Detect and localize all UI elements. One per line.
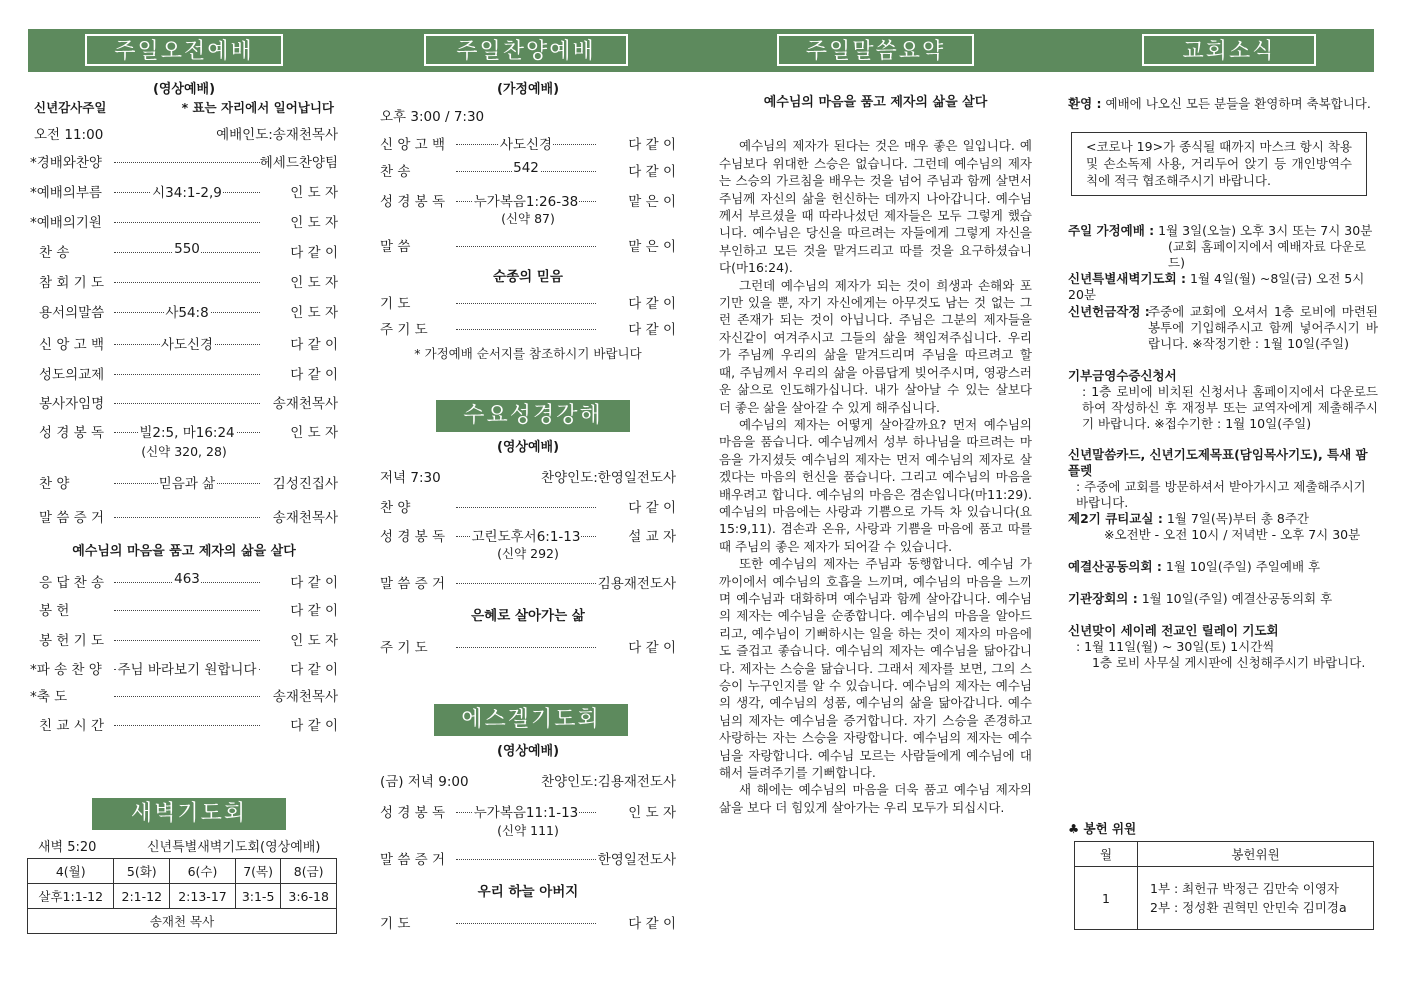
order-label: *예배의기원 xyxy=(30,215,102,231)
family-worship-note: * 가정예배 순서지를 참조하시기 바랍니다 xyxy=(414,346,642,361)
scripture-sub: (신약 292) xyxy=(497,546,559,561)
leader-dots xyxy=(456,583,596,584)
order-detail: 시34:1-2,9 xyxy=(152,185,222,201)
relay-text: : 1월 11일(월) ~ 30일(토) 1시간씩 xyxy=(1076,639,1275,654)
dawn-day: 5(화) xyxy=(114,859,170,884)
elders-key: 기관장회의 : xyxy=(1068,591,1138,606)
order-label: 찬 양 xyxy=(39,476,70,492)
sermon-title: 예수님의 마음을 품고 제자의 삶을 살다 xyxy=(72,544,296,559)
dawn-reading: 3:1-5 xyxy=(235,884,280,909)
order-item xyxy=(380,160,676,180)
order-role: 인 도 자 xyxy=(290,215,338,231)
dawn-day: 6(수) xyxy=(170,859,236,884)
dawn-reading: 2:1-12 xyxy=(114,884,170,909)
order-label: 성도의교제 xyxy=(39,367,105,383)
wednesday-title: 수요성경강해 xyxy=(436,400,630,432)
news-elders xyxy=(1068,591,1378,607)
order-detail: 누가복음11:1-13 xyxy=(473,805,579,821)
service-leader: 예배인도:송재천목사 xyxy=(216,127,338,143)
qt-text-2: ※오전반 - 오전 10시 / 저녁반 - 오후 7시 30분 xyxy=(1104,527,1361,542)
order-item xyxy=(380,133,676,153)
sermon-paragraph: 예수님의 제자는 어떻게 살아갈까요? 먼저 예수님의 마음을 품습니다. 예수님께서 성부 하나님을 따르려는 마음을 가지셨듯 예수님의 제자는 먼저 예수님의 제자로 살겠다는 마음의 헌신을 품습니다. 그리고 예수님의 마음을 배우려고 합니다. 예수님의 마음은 겸손입니다(마11:29). 예수님의 마음에는 사랑과 기쁨으로 가득 차 있습니다(요15:9,11). 겸손과 온유, 사랑과 기쁨을 마음에 품고 따를 때 주님의 좋은 제자가 되어갈 수 있습니다. xyxy=(719,416,1032,554)
leader-dots xyxy=(456,859,596,860)
order-role: 한영일전도사 xyxy=(597,852,676,868)
service-time: 오전 11:00 xyxy=(34,127,104,143)
leader-dots xyxy=(456,647,596,648)
leader-dots xyxy=(114,162,260,163)
order-label: 찬 송 xyxy=(39,245,70,261)
order-detail: 542 xyxy=(513,160,539,176)
sermon-summary xyxy=(719,94,1032,816)
leader-dots xyxy=(114,725,260,726)
order-role: 다 같 이 xyxy=(628,500,676,516)
order-label: 성 경 봉 독 xyxy=(39,425,105,441)
receipt-text: : 1층 로비에 비치된 신청서나 홈페이지에서 다운로드하여 작성하신 후 재정부 또는 교역자에게 제출해주시기 바랍니다. ※접수기한 : 1월 10일(주일) xyxy=(1082,384,1378,431)
order-label: 주 기 도 xyxy=(380,322,428,338)
order-role: 인 도 자 xyxy=(628,805,676,821)
fri-video-label: (영상예배) xyxy=(496,744,560,759)
dawn-time: 새벽 5:20 xyxy=(38,840,97,855)
order-label: 기 도 xyxy=(380,916,411,932)
order-item xyxy=(30,241,338,261)
leader-dots xyxy=(114,222,260,223)
order-role: 다 같 이 xyxy=(628,296,676,312)
leader-dots xyxy=(114,517,260,518)
order-role: 송재천목사 xyxy=(272,510,338,526)
wed-video-label: (영상예배) xyxy=(496,440,560,455)
family-text-2: (교회 홈페이지에서 예배자료 다운로드) xyxy=(1168,239,1366,270)
scripture-sub: (신약 111) xyxy=(497,823,559,838)
sermon-paragraph: 또한 예수님의 제자는 주님과 동행합니다. 예수님 가까이에서 예수님의 호흡을 느끼며, 예수님의 마음을 느끼며 예수님과 대화하며 예수님과 함께 살아갑니다. 예수님의 제자는 예수님을 순종합니다. 예수님의 마음을 알아드리고, 예수님이 기뻐하시는 일을 하는 것이 제자의 마음에도 즐겁고 좋습니다. 예수님의 제자는 예수님을 닮아갑니다. 제자는 스승을 닮습니다. 그래서 제자를 보면, 그의 스승이 누구인지를 알 수 있습니다. 예수님의 제자는 예수님의 생각, 예수님의 성품, 예수님의 삶을 닮아갑니다. 예수님의 제자는 예수님을 증거합니다. 자기 스승을 존경하고 사랑하는 자는 스승을 자랑합니다. 예수님의 제자는 예수님을 자랑합니다. 예수님 모르는 사람들에게 예수님에 대해서 들려주기를 기뻐합니다. xyxy=(719,556,1032,781)
dawn-day: 8(금) xyxy=(281,859,337,884)
card-key: 신년말씀카드, 신년기도제목표(담임목사기도), 특새 팜플렛 xyxy=(1068,447,1368,478)
order-role: 김용재전도사 xyxy=(597,576,676,592)
leader-dots xyxy=(456,507,596,508)
order-detail: 사도신경 xyxy=(160,337,214,353)
order-item xyxy=(380,636,676,656)
order-detail: 주님 바라보기 원합니다 xyxy=(117,662,257,678)
dawn-prayer-title: 새벽기도회 xyxy=(92,798,286,830)
order-item xyxy=(30,599,338,619)
dawn-label: 신년특별새벽기도회(영상예배) xyxy=(147,840,321,855)
leader-dots xyxy=(456,246,596,247)
offering-text: 주중에 교회에 오셔서 1층 로비에 마련된 봉투에 기입해주시고 함께 넣어주시기 바랍니다. ※작정기한 : 1월 10일(주일) xyxy=(1148,304,1378,351)
order-item xyxy=(380,848,676,868)
order-role: 인 도 자 xyxy=(290,305,338,321)
order-label: 주 기 도 xyxy=(380,640,428,656)
order-item xyxy=(30,392,338,412)
sermon-summary-title: 주일말씀요약 xyxy=(777,34,974,66)
order-role: 맡 은 이 xyxy=(628,239,676,255)
leader-dots xyxy=(456,303,596,304)
sermon-title: 예수님의 마음을 품고 제자의 삶을 살다 xyxy=(763,95,988,110)
order-label: *경배와찬양 xyxy=(30,155,102,171)
news-receipt xyxy=(1068,368,1378,432)
order-role: 다 같 이 xyxy=(290,367,338,383)
wed-time: 저녁 7:30 xyxy=(380,470,441,486)
order-role: 인 도 자 xyxy=(290,425,338,441)
order-item xyxy=(30,301,338,321)
offering-committee-table xyxy=(1074,841,1374,930)
dawn-reading: 살후1:1-12 xyxy=(28,884,114,909)
subtitle: 은혜로 살아가는 삶 xyxy=(471,608,585,624)
order-item xyxy=(30,271,338,291)
sunday-praise-title: 주일찬양예배 xyxy=(424,34,628,66)
order-detail: 빌2:5, 마16:24 xyxy=(139,425,235,441)
order-role: 다 같 이 xyxy=(628,164,676,180)
order-label: 성 경 봉 독 xyxy=(380,529,446,545)
dawn-reading: 2:13-17 xyxy=(170,884,236,909)
dawn-preacher: 송재천 목사 xyxy=(28,909,337,934)
leader-dots xyxy=(114,374,260,375)
order-item xyxy=(30,211,338,231)
family-worship-label: (가정예배) xyxy=(496,82,560,97)
welcome-text: 예배에 나오신 모든 분들을 환영하며 축복합니다. xyxy=(1105,96,1371,111)
order-role: 설 교 자 xyxy=(628,529,676,545)
month-header: 월 xyxy=(1075,842,1138,867)
stand-note: * 표는 자리에서 일어납니다 xyxy=(181,100,334,115)
praise-time: 오후 3:00 / 7:30 xyxy=(380,109,485,125)
order-item xyxy=(30,181,338,201)
wed-leader: 찬양인도:한영일전도사 xyxy=(541,470,676,486)
order-label: 용서의말씀 xyxy=(39,305,105,321)
elders-text: 1월 10일(주일) 예결산공동의회 후 xyxy=(1141,591,1333,606)
order-role: 다 같 이 xyxy=(290,603,338,619)
leader-dots xyxy=(114,282,260,283)
order-item xyxy=(30,421,338,441)
order-role: 인 도 자 xyxy=(290,275,338,291)
order-label: 기 도 xyxy=(380,296,411,312)
order-role: 다 같 이 xyxy=(628,137,676,153)
order-label: *축 도 xyxy=(30,689,68,705)
order-item xyxy=(380,496,676,516)
news-qt xyxy=(1068,511,1378,543)
sunday-morning-order xyxy=(30,78,338,738)
leader-dots xyxy=(456,923,596,924)
order-item xyxy=(380,235,676,255)
dawn-reading: 3:6-18 xyxy=(281,884,337,909)
order-item xyxy=(380,190,676,210)
order-label: 말 씀 증 거 xyxy=(39,510,105,526)
order-item xyxy=(380,801,676,821)
order-item xyxy=(30,685,338,705)
relay-text-2: 1층 로비 사무실 게시판에 신청해주시기 바랍니다. xyxy=(1092,655,1366,670)
leader-dots xyxy=(114,403,260,404)
sunday-name: 신년감사주일 xyxy=(34,100,107,115)
order-item xyxy=(30,571,338,591)
order-label: 신 앙 고 백 xyxy=(39,337,105,353)
scripture-sub: (신약 320, 28) xyxy=(141,444,227,459)
order-role: 인 도 자 xyxy=(290,185,338,201)
notice-box: <코로나 19>가 종식될 때까지 마스크 항시 착용 및 손소독제 사용, 거리두어 앉기 등 개인방역수칙에 적극 협조해주시기 바랍니다. xyxy=(1071,132,1367,196)
order-item xyxy=(380,912,676,932)
order-label: 말 씀 증 거 xyxy=(380,576,446,592)
friday-order xyxy=(380,740,676,940)
order-item xyxy=(30,506,338,526)
order-role: 다 같 이 xyxy=(290,337,338,353)
order-item xyxy=(30,714,338,734)
scripture-sub: (신약 87) xyxy=(501,211,555,226)
order-item xyxy=(30,472,338,492)
order-role: 송재천목사 xyxy=(272,396,338,412)
offer-line-1: 1부 : 최헌규 박정근 김만숙 이영자 xyxy=(1150,881,1340,896)
dawn-text: 1월 4일(월) ~8일(금) 오전 5시 20분 xyxy=(1068,271,1365,302)
news-dawn-prayer xyxy=(1068,271,1378,303)
family-text: 1월 3일(오늘) 오후 3시 또는 7시 30분 xyxy=(1158,223,1373,238)
news-card xyxy=(1068,447,1378,511)
order-label: 신 앙 고 백 xyxy=(380,137,446,153)
dawn-schedule-table xyxy=(27,858,337,934)
order-label: 말 씀 xyxy=(380,239,411,255)
welcome-key: 환영 : xyxy=(1068,96,1102,111)
council-text: 1월 10일(주일) 주일예배 후 xyxy=(1165,559,1321,574)
order-item xyxy=(30,333,338,353)
order-role: 김성진집사 xyxy=(272,476,338,492)
offering-key: 신년헌금작정 : xyxy=(1068,304,1150,319)
order-role: 인 도 자 xyxy=(290,633,338,649)
leader-dots xyxy=(114,640,260,641)
video-label: (영상예배) xyxy=(152,82,216,97)
council-key: 예결산공동의회 : xyxy=(1068,559,1162,574)
relay-key: 신년맞이 세이레 전교인 릴레이 기도회 xyxy=(1068,623,1279,638)
order-item xyxy=(380,525,676,545)
order-label: 봉 헌 xyxy=(39,603,70,619)
news-council xyxy=(1068,559,1378,575)
order-detail: 누가복음1:26-38 xyxy=(473,194,579,210)
ezekiel-title: 에스겔기도회 xyxy=(434,704,628,736)
leader-dots xyxy=(114,696,260,697)
sermon-paragraph: 예수님의 제자가 된다는 것은 매우 좋은 일입니다. 예수님보다 위대한 스승은 없습니다. 그런데 예수님의 제자는 스승의 가르침을 배우는 것을 넘어 주님과 함께 살면서 주님께 자신의 삶을 헌신하는 데까지 나아갑니다. 예수님께서 부르셨을 때 따라나섰던 제자들은 모두 그렇게 했습니다. 예수님은 당신을 따르려는 자들에게 그렇게 자신을 부인하고 모든 것을 맡겨드리고 따를 것을 요구하셨습니다(마16:24). xyxy=(719,138,1032,276)
order-label: 봉사자임명 xyxy=(39,396,105,412)
card-text: : 주중에 교회를 방문하셔서 받아가시고 제출해주시기 바랍니다. xyxy=(1076,479,1366,510)
church-news-title: 교회소식 xyxy=(1142,34,1316,66)
order-detail: 고린도후서6:1-13 xyxy=(471,529,581,545)
order-label: 봉 헌 기 도 xyxy=(39,633,105,649)
order-label: 응 답 찬 송 xyxy=(39,575,105,591)
qt-text: 1월 7일(목)부터 총 8주간 xyxy=(1166,511,1309,526)
leader-dots xyxy=(114,610,260,611)
wednesday-order xyxy=(380,436,676,666)
receipt-key: 기부금영수증신청서 xyxy=(1068,368,1177,383)
order-item xyxy=(380,292,676,312)
order-label: 성 경 봉 독 xyxy=(380,194,446,210)
subtitle: 우리 하늘 아버지 xyxy=(477,884,579,900)
fri-time: (금) 저녁 9:00 xyxy=(380,774,469,790)
order-item xyxy=(380,572,676,592)
qt-key: 제2기 큐티교실 : xyxy=(1068,511,1163,526)
order-item xyxy=(30,151,338,171)
dawn-day: 4(월) xyxy=(28,859,114,884)
order-item xyxy=(30,629,338,649)
sermon-paragraph: 새 해에는 예수님의 마음을 더욱 품고 예수님 제자의 삶을 보다 더 힘있게 살아가는 우리 모두가 되십시다. xyxy=(719,782,1032,815)
order-item xyxy=(30,658,338,678)
order-label: 찬 양 xyxy=(380,500,411,516)
subtitle: 순종의 믿음 xyxy=(493,269,563,285)
dawn-key: 신년특별새벽기도회 : xyxy=(1068,271,1187,286)
order-role: 다 같 이 xyxy=(628,322,676,338)
offer-month: 1 xyxy=(1075,867,1138,930)
order-role: 다 같 이 xyxy=(290,575,338,591)
family-key: 주일 가정예배 : xyxy=(1068,223,1155,238)
members-header: 봉헌위원 xyxy=(1138,842,1374,867)
news-offering xyxy=(1068,304,1378,352)
sunday-morning-title: 주일오전예배 xyxy=(85,34,283,66)
order-role: 다 같 이 xyxy=(290,245,338,261)
order-role: 다 같 이 xyxy=(628,640,676,656)
order-role: 헤세드찬양팀 xyxy=(259,155,338,171)
order-label: 참 회 기 도 xyxy=(39,275,105,291)
order-item xyxy=(30,363,338,383)
order-label: 성 경 봉 독 xyxy=(380,805,446,821)
sermon-paragraph: 그런데 예수님의 제자가 되는 것이 희생과 손해와 포기만 있을 뿐, 자기 자신에게는 아무것도 남는 것 없는 그런 존재가 되는 것이 아닙니다. 주님은 그분의 제자들을 자신같이 여겨주시고 그들의 삶을 책임져주십니다. 우리가 주님께 우리의 삶을 맡겨드리며 주님을 따르려고 할 때, 주님께서 우리의 삶을 아름답게 빚어주시며, 영광스러운 삶으로 인도해가십니다. 내가 살아날 수 있는 살보다 더 좋은 삶을 살아갈 수 있게 해주십니다. xyxy=(719,277,1032,415)
order-label: *예배의부름 xyxy=(30,185,102,201)
order-label: 친 교 시 간 xyxy=(39,718,105,734)
order-item xyxy=(380,318,676,338)
order-detail: 믿음과 삶 xyxy=(158,476,216,492)
order-detail: 550 xyxy=(174,241,200,257)
order-detail: 463 xyxy=(174,571,200,587)
order-label: 말 씀 증 거 xyxy=(380,852,446,868)
news-family-worship xyxy=(1068,223,1378,271)
order-role: 다 같 이 xyxy=(628,916,676,932)
fri-leader: 찬양인도:김용재전도사 xyxy=(541,774,676,790)
order-role: 다 같 이 xyxy=(290,718,338,734)
order-detail: 사도신경 xyxy=(499,137,553,153)
order-role: 다 같 이 xyxy=(290,662,338,678)
order-label: *파 송 찬 양 xyxy=(30,662,102,678)
offer-line-2: 2부 : 정성환 권혁민 안민숙 김미경a xyxy=(1150,900,1347,915)
leader-dots xyxy=(456,329,596,330)
order-role: 맡 은 이 xyxy=(628,194,676,210)
offering-committee-title: ♣ 봉헌 위원 xyxy=(1068,821,1137,836)
order-label: 찬 송 xyxy=(380,164,411,180)
news-relay xyxy=(1068,623,1378,671)
order-role: 송재천목사 xyxy=(272,689,338,705)
order-detail: 사54:8 xyxy=(165,305,209,321)
dawn-day: 7(목) xyxy=(235,859,280,884)
news-welcome xyxy=(1068,96,1378,112)
praise-service-order xyxy=(380,78,676,368)
